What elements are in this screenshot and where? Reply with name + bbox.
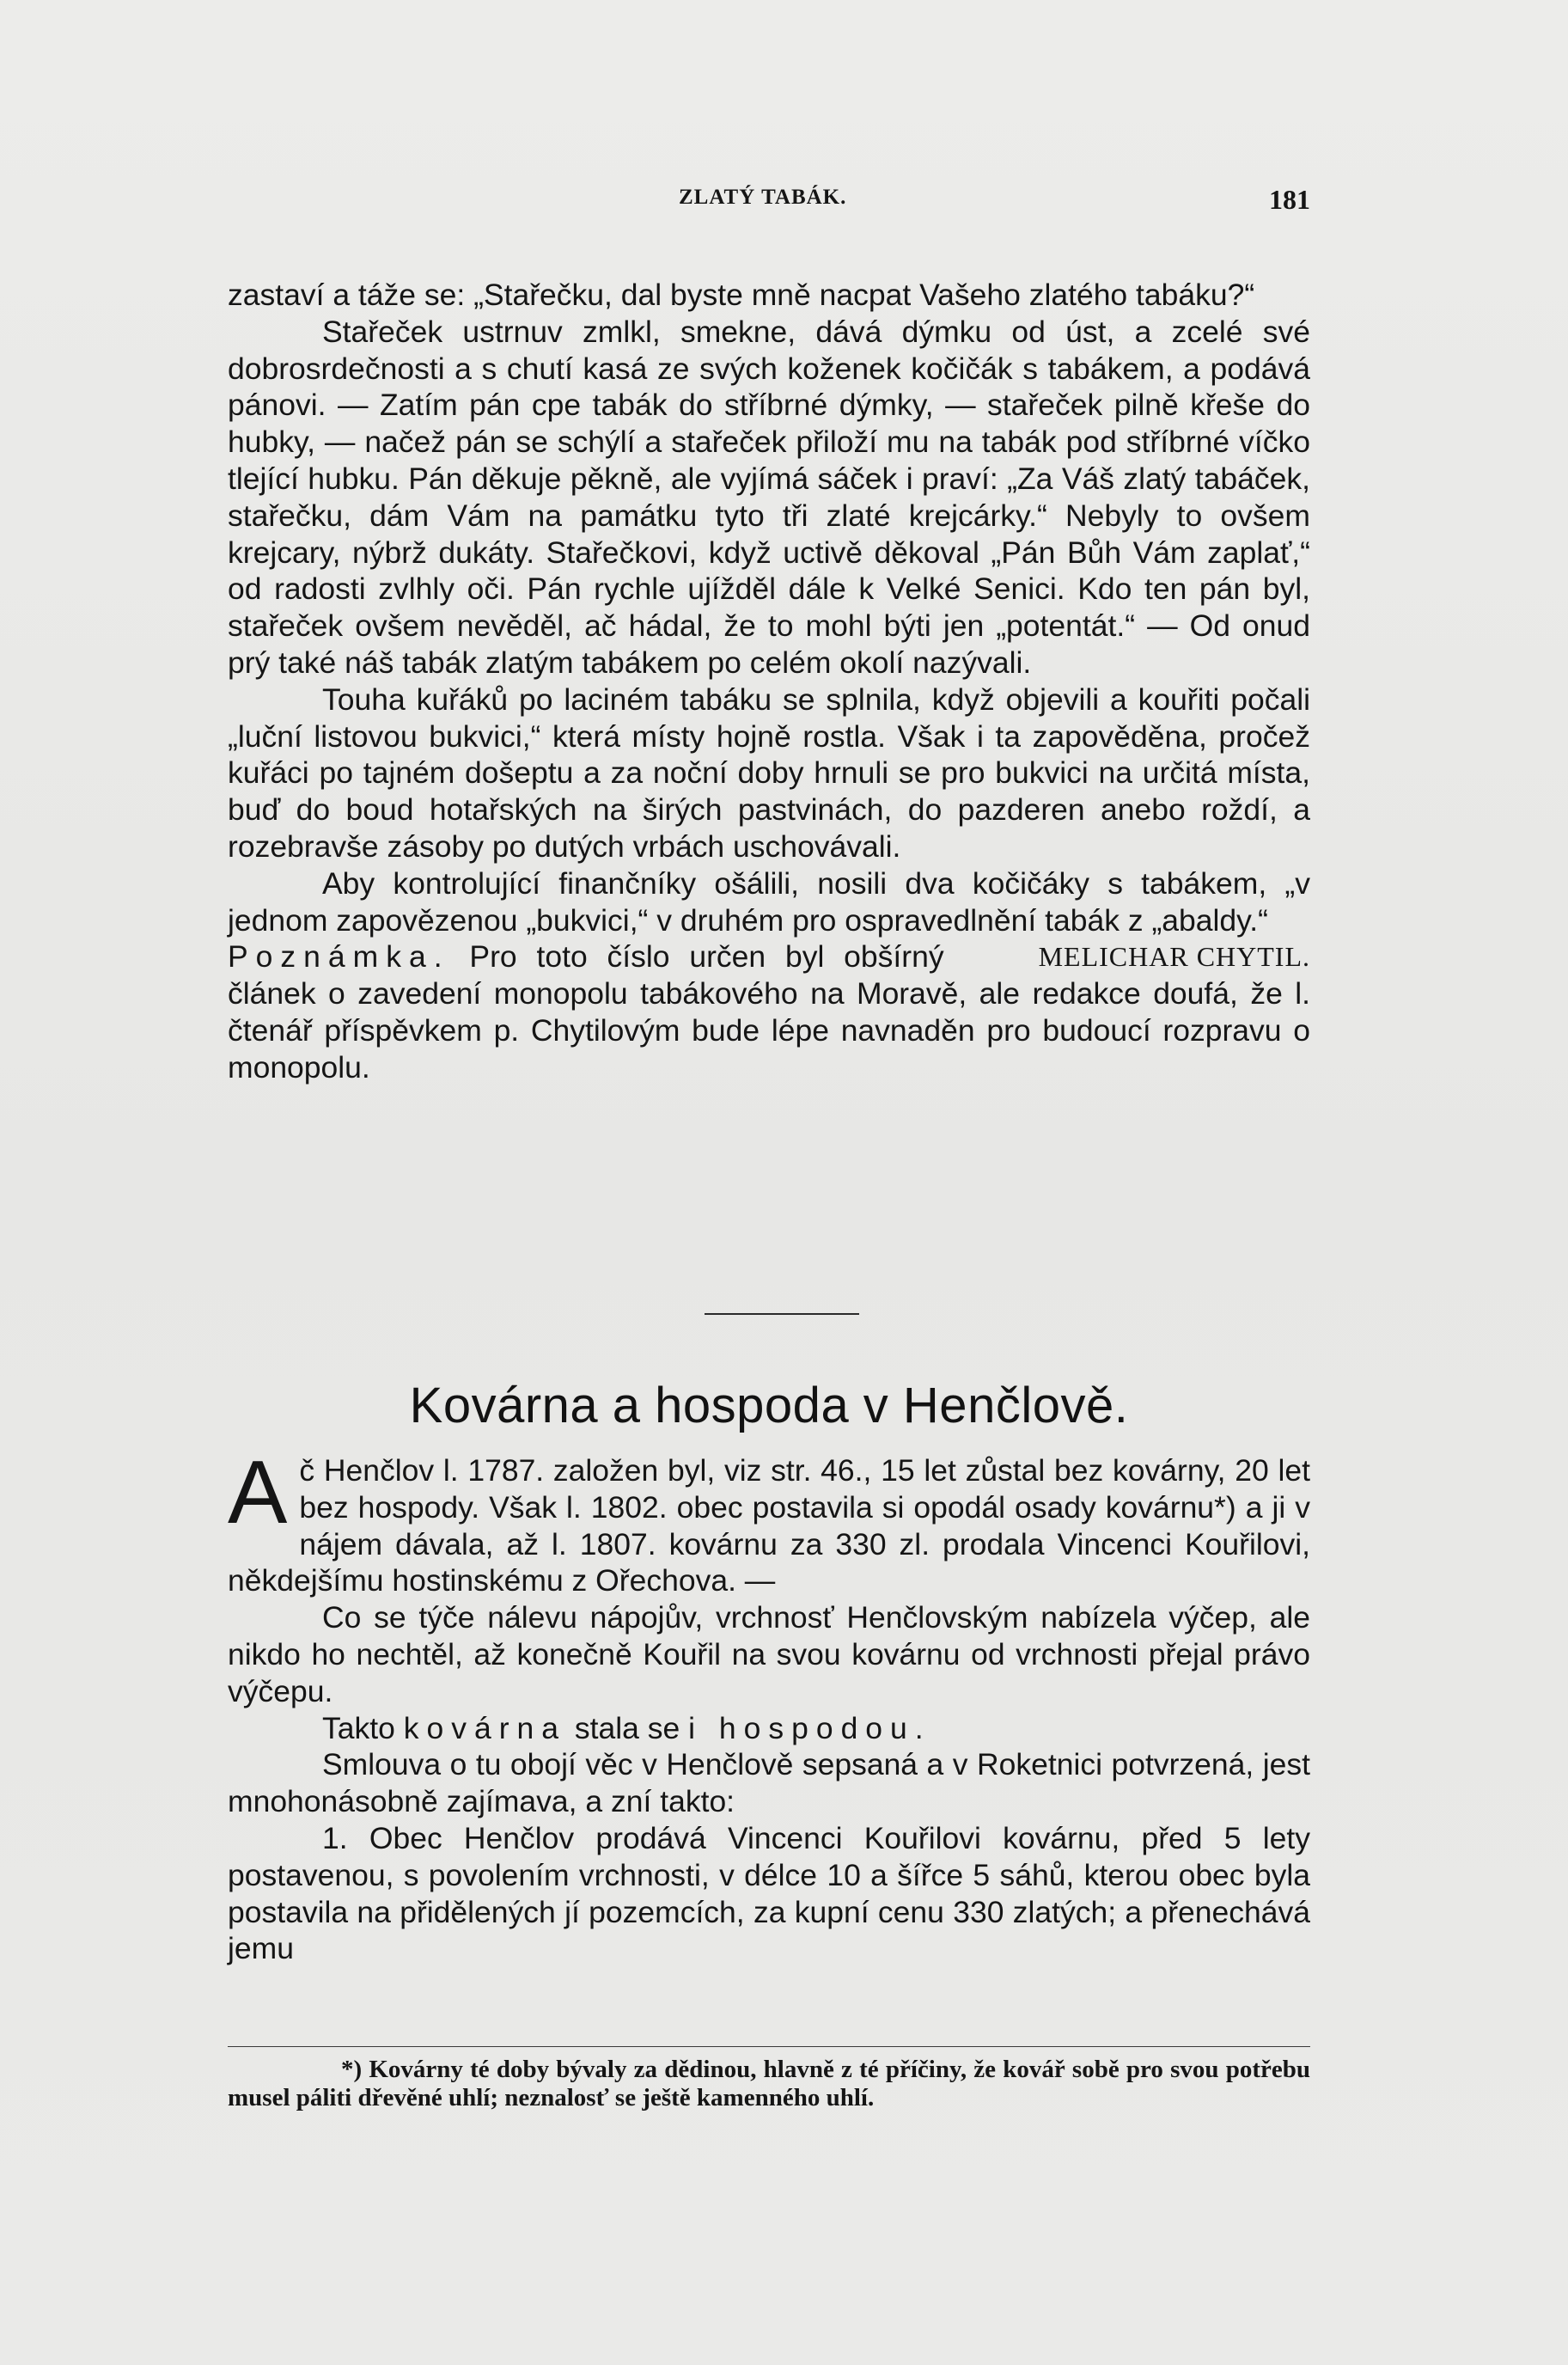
paragraph-text: Aby kontrolující finančníky ošálili, nosili dva kočičáky s tabákem, „v jednom zapovězenou „bukvici,“ v druhém pro ospravedlnění tabák z „abaldy.“ bbox=[228, 865, 1310, 938]
note-text: Pro toto číslo určen byl obšírný článek o zavedení monopolu tabákového na Moravě, ale redakce doufá, že l. čtenář příspěvkem p. Chytilovým bude lépe navnaděn pro budoucí rozpravu o monopolu. bbox=[228, 939, 1310, 1085]
page-number: 181 bbox=[1269, 184, 1310, 215]
running-title: ZLATÝ TABÁK. bbox=[679, 186, 847, 209]
paragraph bbox=[228, 1710, 1310, 1747]
spaced-text: i hospodou. bbox=[688, 1710, 931, 1745]
spaced-text: kovárna bbox=[403, 1710, 567, 1745]
article-kovarna bbox=[228, 1443, 1310, 1967]
paragraph: Co se týče nálevu nápojův, vrchnosť Henčlovským nabízela výčep, ale nikdo ho nechtěl, až konečně Kouřil na svou kovárnu od vrchnosti přejal právo výčepu. bbox=[228, 1600, 1310, 1708]
text-run: Takto bbox=[322, 1710, 404, 1745]
note-label: Poznámka. bbox=[228, 939, 450, 975]
paragraph: 1. Obec Henčlov prodává Vincenci Kouřilovi kovárnu, před 5 lety postavenou, s povolením vrchnosti, v délce 10 a šířce 5 sáhů, kterou obec byla postavila na přidělených jí pozemcích, za kupní cenu 330 zlatých; a přenechává jemu bbox=[228, 1820, 1310, 1966]
page-header bbox=[228, 177, 1310, 229]
article-zlaty-tabak bbox=[228, 277, 1310, 1086]
drop-cap: A bbox=[228, 1443, 288, 1543]
paragraph: Touha kuřáků po laciném tabáku se splnila, když objevili a kouřiti počali „luční listovou bukvici,“ která místy hojně rostla. Však i ta zapověděna, pročež kuřáci po tajném došeptu a za noční doby hrnuli se pro bukvici na určitá místa, buď do boud hotařských na širých pastvinách, do pazderen anebo roždí, a rozebravše zásoby po dutých vrbách uschovávali. bbox=[228, 681, 1310, 864]
article-title: Kovárna a hospoda v Henčlově. bbox=[409, 1378, 1129, 1433]
text-run: stala se bbox=[566, 1710, 689, 1745]
paragraph: Stařeček ustrnuv zmlkl, smekne, dává dýmku od úst, a zcelé své dobrosrdečnosti a s chutí kasá ze svých koženek kočičák s tabákem, a podává pánovi. — Zatím pán cpe tabák do stříbrné dýmky, — stařeček pilně křeše do hubky, — načež pán se schýlí a stařeček přiloží mu na tabák pod stříbrné víčko tlející hubku. Pán děkuje pěkně, ale vyjímá sáček i praví: „Za Váš zlatý tabáček, stařečku, dám Vám na památku tyto tři zlaté krejcárky.“ Nebyly to ovšem krejcary, nýbrž dukáty. Stařečkovi, když uctivě děkoval „Pán Bůh Vám zaplať,“ od radosti zvlhly oči. Pán rychle ujížděl dále k Velké Senici. Kdo ten pán byl, stařeček ovšem nevěděl, ač hádal, že to mohl býti jen „potentát.“ — Od onud prý také náš tabák zlatým tabákem po celém okolí nazývali. bbox=[228, 314, 1310, 680]
section-divider bbox=[705, 1313, 859, 1315]
paragraph: zastaví a táže se: „Stařečku, dal byste mně nacpat Vašeho zlatého tabáku?“ bbox=[228, 278, 1255, 312]
paragraph: Smlouva o tu obojí věc v Henčlově sepsaná a v Roketnici potvrzená, jest mnohonásobně zajímava, a zní takto: bbox=[228, 1747, 1310, 1819]
footnote: *) Kovárny té doby bývaly za dědinou, hlavně z té příčiny, že kovář sobě pro svou potřebu musel páliti dřevěné uhlí; neznalosť se ještě kamenného uhlí. bbox=[228, 2056, 1310, 2111]
paragraph-text: č Henčlov l. 1787. založen byl, viz str. 46., 15 let zůstal bez kovárny, 20 let bez hospody. Však l. 1802. obec postavila si opodál osady kovárnu*) a ji v nájem dávala, až l. 1807. kovárnu za 330 zl. prodala Vincenci Kouřilovi, někdejšímu hostinskému z Ořechova. — bbox=[228, 1453, 1310, 1598]
paragraph bbox=[228, 1443, 1310, 1599]
footnote-rule bbox=[228, 2046, 1310, 2047]
author-signature: MELICHAR CHYTIL. bbox=[1038, 941, 1310, 973]
